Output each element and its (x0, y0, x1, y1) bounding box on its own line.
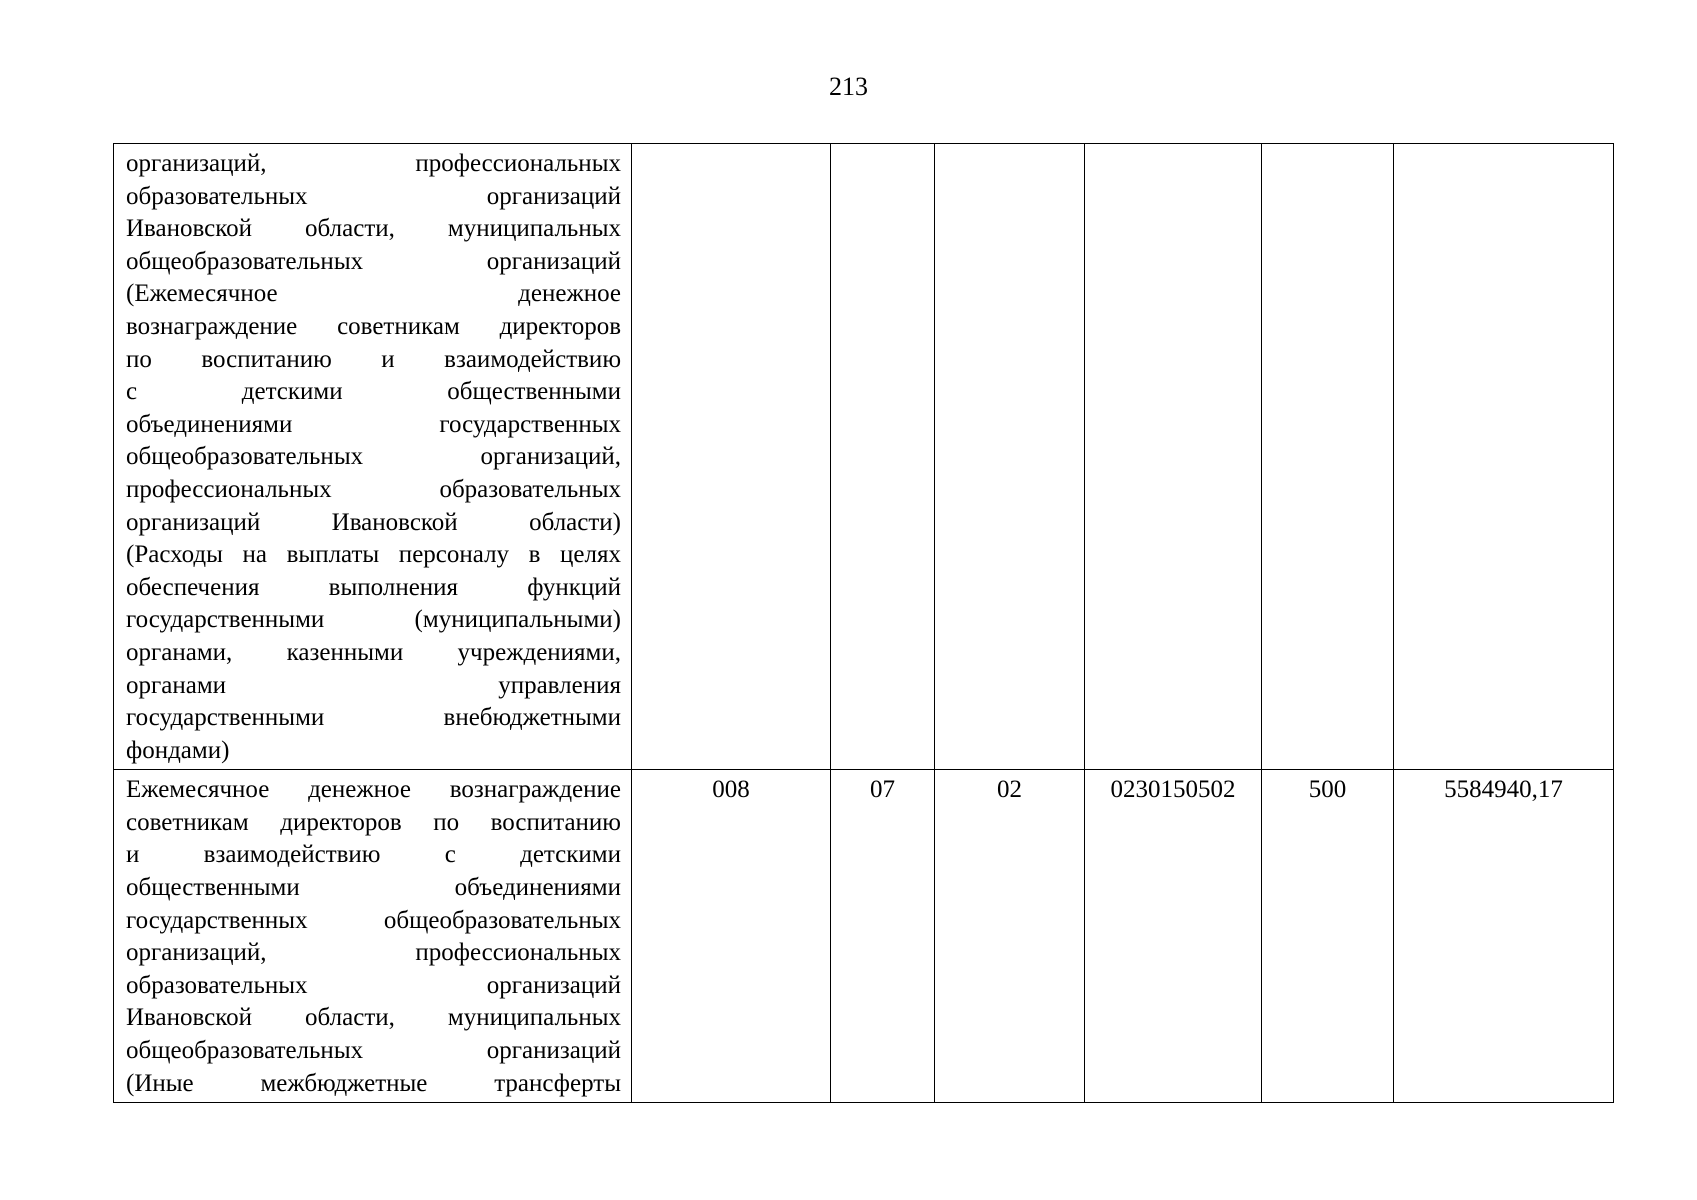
description-line: образовательных организаций (126, 971, 621, 999)
description-line: органами, казенными учреждениями, (126, 638, 621, 666)
description-line: организаций, профессиональных (126, 150, 621, 177)
grbs-cell: 008 (632, 770, 831, 1103)
description-line: с детскими общественными (126, 378, 621, 406)
budget-table (113, 143, 1614, 1103)
section-cell: 07 (831, 770, 935, 1103)
target-article-cell: 0230150502 (1085, 770, 1262, 1103)
subsection-cell (935, 144, 1085, 770)
description-line: государственных общеобразовательных (126, 906, 621, 934)
description-line: вознаграждение советникам директоров (126, 312, 621, 340)
target-article-cell (1085, 144, 1262, 770)
amount-cell (1394, 144, 1614, 770)
description-line: профессиональных образовательных (126, 475, 621, 503)
amount-cell: 5584940,17 (1394, 770, 1614, 1103)
section-cell (831, 144, 935, 770)
table-row (114, 770, 1614, 1103)
expense-type-cell (1262, 144, 1394, 770)
description-line: Ежемесячное денежное вознаграждение (126, 776, 621, 804)
description-line: государственными внебюджетными (126, 704, 621, 732)
description-line: (Иные межбюджетные трансферты (126, 1069, 621, 1097)
page-number: 213 (829, 72, 868, 101)
description-line: общеобразовательных организаций, (126, 443, 621, 471)
description-line: общеобразовательных организаций (126, 1037, 621, 1065)
description-line: (Ежемесячное денежное (126, 280, 621, 308)
description-line: объединениями государственных (126, 410, 621, 438)
description-line: фондами) (126, 736, 230, 764)
description-line: Ивановской области, муниципальных (126, 1004, 621, 1032)
subsection-cell: 02 (935, 770, 1085, 1103)
description-line: и взаимодействию с детскими (126, 841, 621, 869)
description-line: организаций Ивановской области) (126, 508, 621, 536)
description-cell (114, 770, 632, 1103)
description-line: (Расходы на выплаты персоналу в целях (126, 541, 621, 569)
description-line: общеобразовательных организаций (126, 247, 621, 275)
description-line: Ивановской области, муниципальных (126, 215, 621, 243)
description-line: советникам директоров по воспитанию (126, 808, 621, 836)
description-line: организаций, профессиональных (126, 939, 621, 967)
description-line: органами управления (126, 671, 621, 699)
description-line: по воспитанию и взаимодействию (126, 345, 621, 373)
description-line: образовательных организаций (126, 182, 621, 210)
description-cell (114, 144, 632, 770)
description-line: общественными объединениями (126, 874, 621, 902)
expense-type-cell: 500 (1262, 770, 1394, 1103)
table-row (114, 144, 1614, 770)
grbs-cell (632, 144, 831, 770)
description-line: обеспечения выполнения функций (126, 573, 621, 601)
description-line: государственными (муниципальными) (126, 606, 621, 634)
